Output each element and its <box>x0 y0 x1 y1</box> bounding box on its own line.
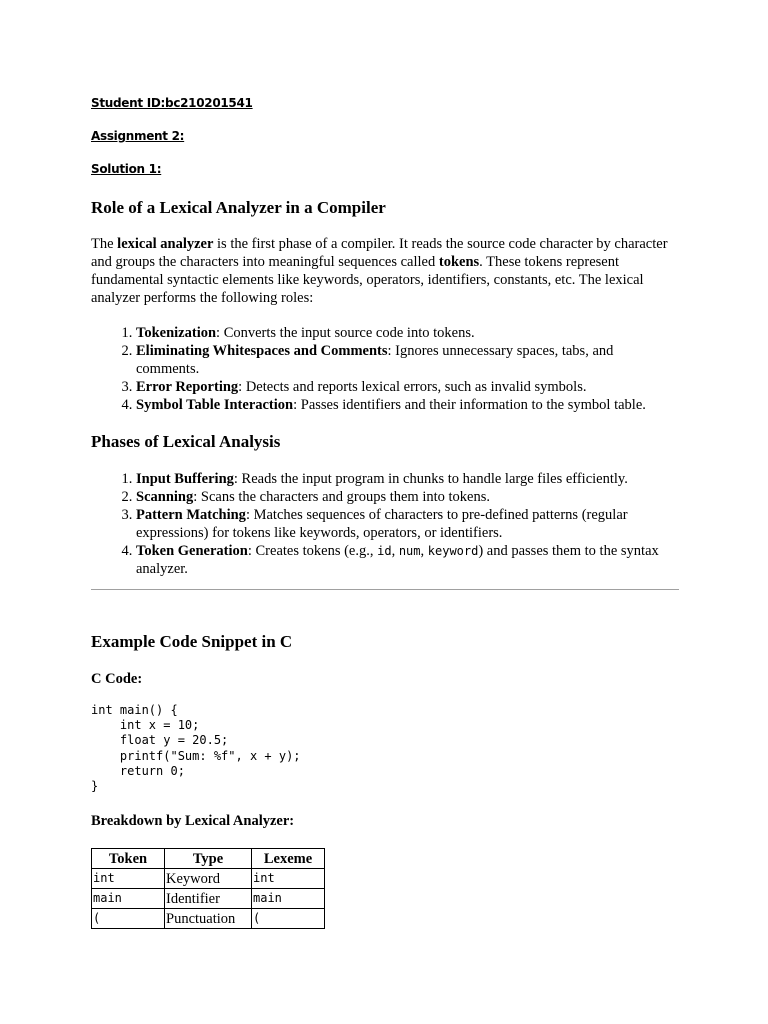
list-item <box>136 470 679 488</box>
cell-lexeme: int <box>252 869 325 889</box>
section-title-example: Example Code Snippet in C <box>91 632 293 651</box>
intro-text: The <box>91 236 118 252</box>
term-lexical-analyzer: lexical analyzer <box>117 236 214 252</box>
list-item <box>136 542 679 578</box>
list-item-term: Input Buffering <box>136 471 234 487</box>
table-header-row <box>92 849 325 869</box>
list-item-desc: : Passes identifiers and their information to the symbol table. <box>293 397 646 413</box>
list-item <box>136 324 679 342</box>
solution-heading: Solution 1: <box>91 162 162 176</box>
list-item-desc: : Reads the input program in chunks to handle large files efficiently. <box>233 471 628 487</box>
token-table <box>91 848 325 929</box>
list-item-desc: : Converts the input source code into tokens. <box>216 325 475 341</box>
list-item-desc: : Matches sequences of characters to pre-defined patterns (regular expressions) for tokens like keywords, operators, or identifiers. <box>136 507 628 541</box>
inline-code: id <box>377 544 392 558</box>
student-id: Student ID:bc210201541 <box>91 96 253 110</box>
section-title-phases: Phases of Lexical Analysis <box>91 432 281 451</box>
column-header-lexeme: Lexeme <box>252 849 325 869</box>
list-item-term: Token Generation <box>136 543 248 559</box>
list-item-desc: : Scans the characters and groups them into tokens. <box>193 489 491 505</box>
list-item-desc: : Detects and reports lexical errors, such as invalid symbols. <box>238 379 587 395</box>
cell-type: Identifier <box>165 889 252 909</box>
table-row <box>92 889 325 909</box>
list-item <box>136 506 679 542</box>
list-item <box>136 342 679 378</box>
cell-type: Keyword <box>165 869 252 889</box>
list-item-desc: , <box>420 543 428 559</box>
list-item-term: Symbol Table Interaction <box>136 397 294 413</box>
table-row <box>92 909 325 929</box>
table-row <box>92 869 325 889</box>
cell-token: main <box>92 889 165 909</box>
section-title-role: Role of a Lexical Analyzer in a Compiler <box>91 198 386 217</box>
intro-text: . These tokens represent fundamental syntactic elements like keywords, operators, identifiers, constants, etc. The lexical analyzer performs the following roles: <box>91 254 644 306</box>
list-item-term: Eliminating Whitespaces and Comments <box>136 343 388 359</box>
term-tokens: tokens <box>438 254 480 270</box>
cell-token: ( <box>92 909 165 929</box>
list-item-term: Error Reporting <box>136 379 239 395</box>
list-item <box>136 488 679 506</box>
column-header-token: Token <box>92 849 165 869</box>
assignment-heading: Assignment 2: <box>91 129 185 143</box>
list-item-term: Scanning <box>136 489 194 505</box>
inline-code: keyword <box>427 544 479 558</box>
column-header-type: Type <box>165 849 252 869</box>
list-item-term: Tokenization <box>136 325 217 341</box>
inline-code: num <box>398 544 421 558</box>
breakdown-label: Breakdown by Lexical Analyzer: <box>91 813 295 829</box>
list-item <box>136 396 679 414</box>
list-item-desc: , <box>391 543 399 559</box>
roles-list <box>91 324 679 414</box>
list-item <box>136 378 679 396</box>
cell-type: Punctuation <box>165 909 252 929</box>
code-block: int main() { int x = 10; float y = 20.5; printf("Sum: %f", x + y); return 0; } <box>91 703 301 794</box>
cell-lexeme: ( <box>252 909 325 929</box>
list-item-desc: : Creates tokens (e.g., <box>247 543 378 559</box>
code-label: C Code: <box>91 671 143 687</box>
list-item-desc: : Ignores unnecessary spaces, tabs, and comments. <box>136 343 614 377</box>
list-item-desc: ) and passes them to the syntax analyzer. <box>136 543 659 577</box>
cell-token: int <box>92 869 165 889</box>
list-item-term: Pattern Matching <box>136 507 246 523</box>
cell-lexeme: main <box>252 889 325 909</box>
phases-list <box>91 470 679 578</box>
intro-text: is the first phase of a compiler. It reads the source code character by character and groups the characters into meaningful sequences called <box>91 236 668 270</box>
intro-paragraph <box>91 235 679 307</box>
horizontal-divider <box>91 589 679 590</box>
